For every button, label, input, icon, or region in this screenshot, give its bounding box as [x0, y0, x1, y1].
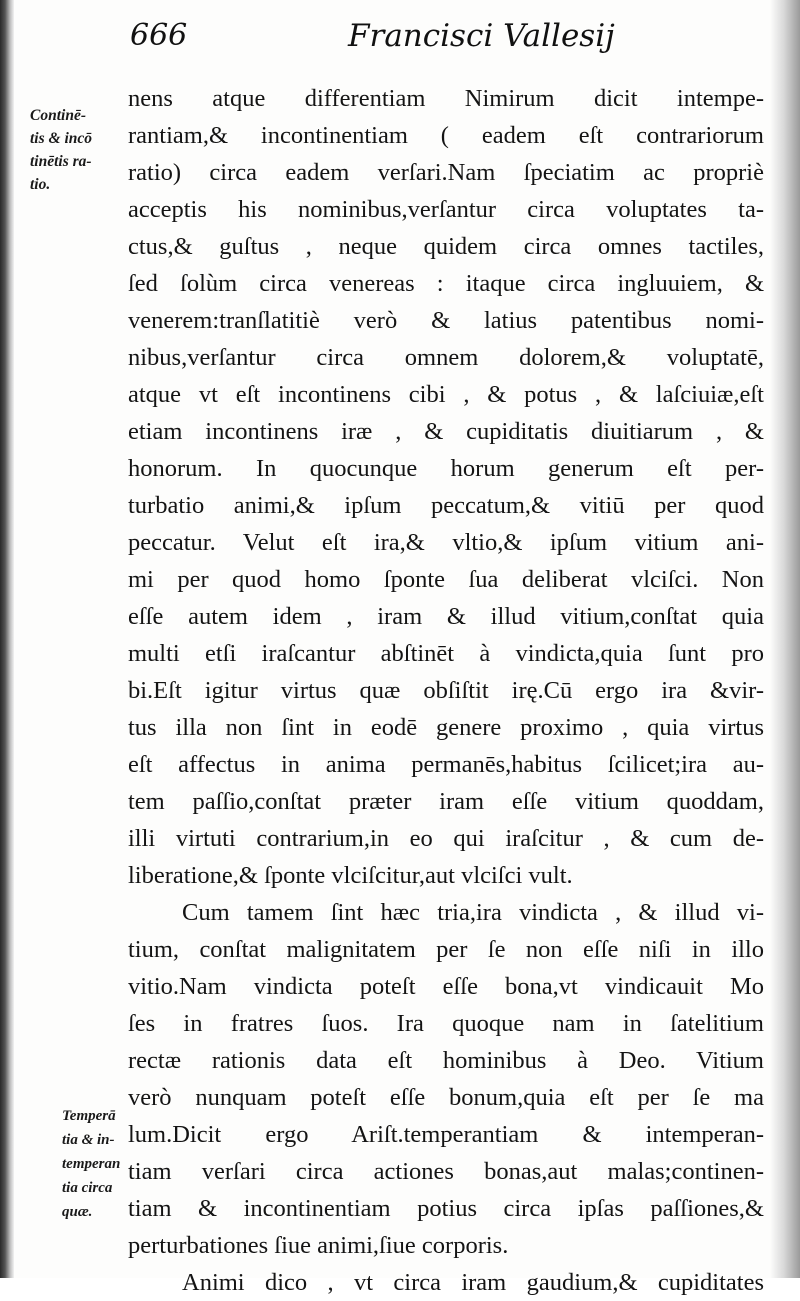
text-line: etiam incontinens iræ , & cupiditatis diuitiarum , &: [128, 418, 764, 445]
text-line: lum.Dicit ergo Ariſt.temperantiam & intemperan-: [128, 1121, 764, 1148]
text-line: atque vt eſt incontinens cibi , & potus , & laſciuiæ,eſt: [128, 381, 764, 408]
text-line: peccatur. Velut eſt ira,& vltio,& ipſum vitium ani-: [128, 529, 764, 556]
marginal-note-line: tio.: [30, 176, 51, 193]
text-line: perturbationes ſiue animi,ſiue corporis.: [128, 1232, 509, 1259]
text-line: mi per quod homo ſponte ſua deliberat vlciſci. Non: [128, 566, 764, 593]
body-text: [128, 80, 764, 1301]
text-line: Animi dico , vt circa iram gaudium,& cupiditates: [182, 1269, 764, 1296]
page-header: [130, 18, 615, 68]
text-line: eſſe autem idem , iram & illud vitium,conſtat quia: [128, 603, 764, 630]
text-line: rectæ rationis data eſt hominibus à Deo. Vitium: [128, 1047, 764, 1074]
text-line: ſes in fratres ſuos. Ira quoque nam in ſatelitium: [128, 1010, 764, 1037]
text-line: tus illa non ſint in eodē genere proximo , quia virtus: [128, 714, 764, 741]
text-line: vitio.Nam vindicta poteſt eſſe bona,vt vindicauit Mo: [128, 973, 764, 1000]
marginal-note-line: quæ.: [62, 1204, 93, 1220]
text-line: illi virtuti contrarium,in eo qui iraſcitur , & cum de-: [128, 825, 764, 852]
running-head: Francisci Vallesij: [348, 18, 615, 54]
text-line: venerem:tranſlatitiè verò & latius patentibus nomi-: [128, 307, 764, 334]
text-line: ctus,& guſtus , neque quidem circa omnes tactiles,: [128, 233, 764, 260]
text-line: bi.Eſt igitur virtus quæ obſiſtit irę.Cū ergo ira &vir-: [128, 677, 764, 704]
marginal-note-line: temperan: [62, 1156, 121, 1172]
page-edge-shadow: [770, 0, 800, 1278]
marginal-note-line: Temperā: [62, 1108, 116, 1124]
text-line: turbatio animi,& ipſum peccatum,& vitiū per quod: [128, 492, 764, 519]
text-line: tem paſſio,conſtat præter iram eſſe vitium quoddam,: [128, 788, 764, 815]
text-line: tiam verſari circa actiones bonas,aut malas;continen-: [128, 1158, 764, 1185]
marginal-note-line: Continē-: [30, 107, 86, 124]
text-line: eſt affectus in anima permanēs,habitus ſcilicet;ira au-: [128, 751, 764, 778]
text-line: nens atque differentiam Nimirum dicit intempe-: [128, 85, 764, 112]
text-line: ſed ſolùm circa venereas : itaque circa ingluuiem, &: [128, 270, 764, 297]
page-number: 666: [130, 18, 188, 53]
text-line: acceptis his nominibus,verſantur circa voluptates ta-: [128, 196, 764, 223]
text-line: verò nunquam poteſt eſſe bonum,quia eſt per ſe ma: [128, 1084, 764, 1111]
text-line: tium, conſtat malignitatem per ſe non eſſe niſi in illo: [128, 936, 764, 963]
text-line: nibus,verſantur circa omnem dolorem,& voluptatē,: [128, 344, 764, 371]
text-line: rantiam,& incontinentiam ( eadem eſt contrariorum: [128, 122, 764, 149]
text-line: liberatione,& ſponte vlciſcitur,aut vlciſci vult.: [128, 862, 573, 889]
marginal-note-line: tia & in-: [62, 1132, 115, 1148]
text-line: Cum tamem ſint hæc tria,ira vindicta , & illud vi-: [182, 899, 764, 926]
text-line: honorum. In quocunque horum generum eſt per-: [128, 455, 764, 482]
marginal-note-continence: [30, 104, 92, 196]
text-line: tiam & incontinentiam potius circa ipſas paſſiones,&: [128, 1195, 764, 1222]
text-line: multi etſi iraſcantur abſtinēt à vindicta,quia ſunt pro: [128, 640, 764, 667]
marginal-note-line: tia circa: [62, 1180, 113, 1196]
marginal-note-line: tinētis ra-: [30, 153, 92, 170]
marginal-note-temperance: [62, 1104, 120, 1224]
text-line: ratio) circa eadem verſari.Nam ſpeciatim ac propriè: [128, 159, 764, 186]
marginal-note-line: tis & incō: [30, 130, 93, 147]
book-binding-edge: [0, 0, 14, 1278]
